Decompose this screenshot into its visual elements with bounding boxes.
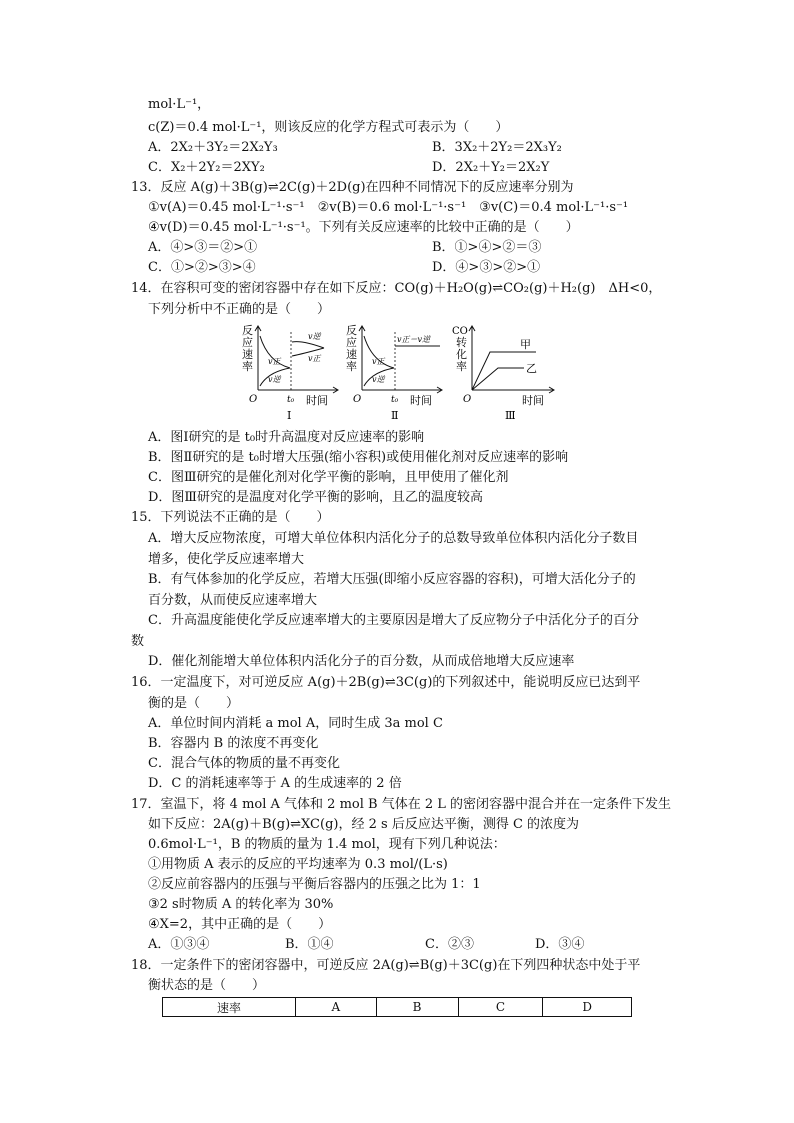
figure-1-graph xyxy=(238,324,342,424)
fig1-ylabel-2: 应 xyxy=(242,336,253,349)
fig1-xlabel: 时间 xyxy=(306,394,328,407)
figure-3 xyxy=(450,324,560,428)
q17-statement-3: ③2 s时物质 A 的转化率为 30% xyxy=(148,897,334,912)
q14-line-1: 14．在容积可变的密闭容器中存在如下反应：CO(g)＋H₂O(g)⇌CO₂(g)＋H₂(g) ΔH<0， xyxy=(131,281,662,296)
q14-option-d: D．图Ⅲ研究的是温度对化学平衡的影响，且乙的温度较高 xyxy=(148,490,483,505)
q17-statement-2: ②反应前容器内的压强与平衡后容器内的压强之比为 1：1 xyxy=(148,877,481,892)
q15-option-d: D．催化剂能增大单位体积内活化分子的百分数，从而成倍地增大反应速率 xyxy=(148,654,575,669)
rate-table-header-row xyxy=(163,998,632,1017)
fig1-ylabel-3: 速 xyxy=(242,348,253,361)
q18-line-1: 18．一定条件下的密闭容器中，可逆反应 2A(g)⇌B(g)＋3C(g)在下列四种状态中处于平 xyxy=(131,958,641,973)
figure-3-graph xyxy=(450,324,560,424)
q17-statement-1: ①用物质 A 表示的反应的平均速率为 0.3 mol/(L·s) xyxy=(148,857,448,872)
fig3-origin: O xyxy=(463,394,472,405)
rate-table-header-d: D xyxy=(543,998,632,1017)
fig3-ylabel-3: 化 xyxy=(456,348,467,361)
q13-line-2: ①v(A)＝0.45 mol·L⁻¹·s⁻¹ ②v(B)＝0.6 mol·L⁻¹·s⁻¹ ③v(C)＝0.4 mol·L⁻¹·s⁻¹ xyxy=(148,200,629,215)
fig3-ylabel-2: 转 xyxy=(456,336,467,349)
figure-1 xyxy=(238,324,342,428)
q16-line-1: 16．一定温度下，对可逆反应 A(g)＋2B(g)⇌3C(g)的下列叙述中，能说明反应已达到平 xyxy=(131,675,641,690)
fig2-t0: t₀ xyxy=(391,395,399,405)
fig3-xlabel: 时间 xyxy=(522,394,544,407)
fig2-ylabel-2: 应 xyxy=(346,336,357,349)
q15-option-a-2: 增多，使化学反应速率增大 xyxy=(148,552,305,567)
q13-option-d: D．④>③>②>① xyxy=(432,260,541,275)
fig1-label-inverse: v逆 xyxy=(268,375,281,384)
fig2-xlabel: 时间 xyxy=(410,394,432,407)
q13-option-c: C．①>②>③>④ xyxy=(148,260,256,275)
figure-2 xyxy=(342,324,446,428)
fig2-caption: Ⅱ xyxy=(391,409,399,422)
q17-line-1: 17．室温下，将 4 mol A 气体和 2 mol B 气体在 2 L 的密闭容器中混合并在一定条件下发生 xyxy=(131,797,672,812)
q17-statement-4: ④X=2，其中正确的是（ ） xyxy=(148,917,332,932)
q12-option-c: C．X₂＋2Y₂＝2XY₂ xyxy=(148,160,265,175)
q15-option-c-2: 数 xyxy=(131,634,145,649)
fig1-label-forward: v正 xyxy=(268,357,281,366)
fig3-label-yi: 乙 xyxy=(526,362,537,375)
q12-option-d: D．2X₂＋Y₂＝2X₂Y xyxy=(432,160,550,175)
q13-option-b: B．①>④>②＝③ xyxy=(432,240,542,255)
rate-table-header-c: C xyxy=(458,998,543,1017)
q12-option-b: B．3X₂＋2Y₂＝2X₃Y₂ xyxy=(432,140,562,155)
q17-option-c: C．②③ xyxy=(425,937,474,952)
fig1-t0: t₀ xyxy=(287,395,295,405)
q15-option-b-2: 百分数，从而使反应速率增大 xyxy=(148,593,318,608)
rate-table-header-b: B xyxy=(376,998,458,1017)
q15-option-c-1: C．升高温度能使化学反应速率增大的主要原因是增大了反应物分子中活化分子的百分 xyxy=(148,613,639,628)
q17-line-2: 如下反应：2A(g)＋B(g)⇌XC(g)，经 2 s 后反应达平衡，测得 C 的浓度为 xyxy=(148,817,580,832)
rate-table-header-a: A xyxy=(296,998,377,1017)
rate-table xyxy=(162,997,632,1017)
fig3-ylabel-4: 率 xyxy=(456,360,467,373)
q12-line-1: mol·L⁻¹， xyxy=(148,97,211,112)
q15-option-b-1: B．有气体参加的化学反应，若增大压强(即缩小反应容器的容积)，可增大活化分子的 xyxy=(148,572,636,587)
fig3-caption: Ⅲ xyxy=(505,409,516,422)
fig1-curve-inverse-after xyxy=(292,342,324,348)
q14-option-c: C．图Ⅲ研究的是催化剂对化学平衡的影响，且甲使用了催化剂 xyxy=(148,470,509,485)
q12-option-a: A．2X₂＋3Y₂＝2X₂Y₃ xyxy=(148,140,278,155)
q16-option-a: A．单位时间内消耗 a mol A，同时生成 3a mol C xyxy=(148,716,443,731)
fig1-ylabel-1: 反 xyxy=(242,324,253,337)
fig2-ylabel-1: 反 xyxy=(346,324,357,337)
q12-line-2: c(Z)＝0.4 mol·L⁻¹，则该反应的化学方程式可表示为（ ） xyxy=(148,120,509,135)
q16-option-c: C．混合气体的物质的量不再变化 xyxy=(148,756,340,771)
figure-2-graph xyxy=(342,324,446,424)
fig1-label-forward-bottom: v正 xyxy=(308,354,321,363)
fig1-origin: O xyxy=(249,394,258,405)
fig1-caption: Ⅰ xyxy=(287,409,292,422)
fig3-label-jia: 甲 xyxy=(520,338,531,351)
q15-option-a-1: A．增大反应物浓度，可增大单位体积内活化分子的总数导致单位体积内活化分子数目 xyxy=(148,531,639,546)
q16-option-d: D．C 的消耗速率等于 A 的生成速率的 2 倍 xyxy=(148,776,402,791)
q18-line-2: 衡状态的是（ ） xyxy=(148,978,266,993)
fig3-curve-yi xyxy=(472,368,524,390)
q13-line-3: ④v(D)＝0.45 mol·L⁻¹·s⁻¹。下列有关反应速率的比较中正确的是（ ） xyxy=(148,220,579,235)
q16-line-2: 衡的是（ ） xyxy=(148,696,240,711)
q17-option-d: D．③④ xyxy=(535,937,585,952)
q13-line-1: 13．反应 A(g)＋3B(g)⇌2C(g)＋2D(g)在四种不同情况下的反应速率分别为 xyxy=(131,180,574,195)
q17-option-b: B．①④ xyxy=(285,937,334,952)
rate-table-header-rate: 速率 xyxy=(163,998,296,1017)
q14-option-a: A．图Ⅰ研究的是 t₀时升高温度对反应速率的影响 xyxy=(148,430,425,445)
fig1-label-inverse-top: v逆 xyxy=(308,332,321,341)
fig2-origin: O xyxy=(353,394,362,405)
fig2-ylabel-3: 速 xyxy=(346,348,357,361)
fig2-ylabel-4: 率 xyxy=(346,360,357,373)
q14-option-b: B．图Ⅱ研究的是 t₀时增大压强(缩小容积)或使用催化剂对反应速率的影响 xyxy=(148,450,569,465)
fig2-label-forward: v正 xyxy=(372,357,385,366)
q14-line-2: 下列分析中不正确的是（ ） xyxy=(148,302,331,317)
q17-option-a: A．①③④ xyxy=(148,937,210,952)
q13-option-a: A．④>③＝②>① xyxy=(148,240,258,255)
fig3-ylabel-1: CO xyxy=(452,326,468,337)
fig2-label-inverse: v逆 xyxy=(372,375,385,384)
q15-line-1: 15．下列说法不正确的是（ ） xyxy=(131,510,330,525)
fig2-label-equal: v正＝v逆 xyxy=(397,335,431,344)
q17-line-3: 0.6mol·L⁻¹，B 的物质的量为 1.4 mol，现有下列几种说法： xyxy=(148,837,506,852)
q16-option-b: B．容器内 B 的浓度不再变化 xyxy=(148,736,319,751)
fig1-ylabel-4: 率 xyxy=(242,360,253,373)
